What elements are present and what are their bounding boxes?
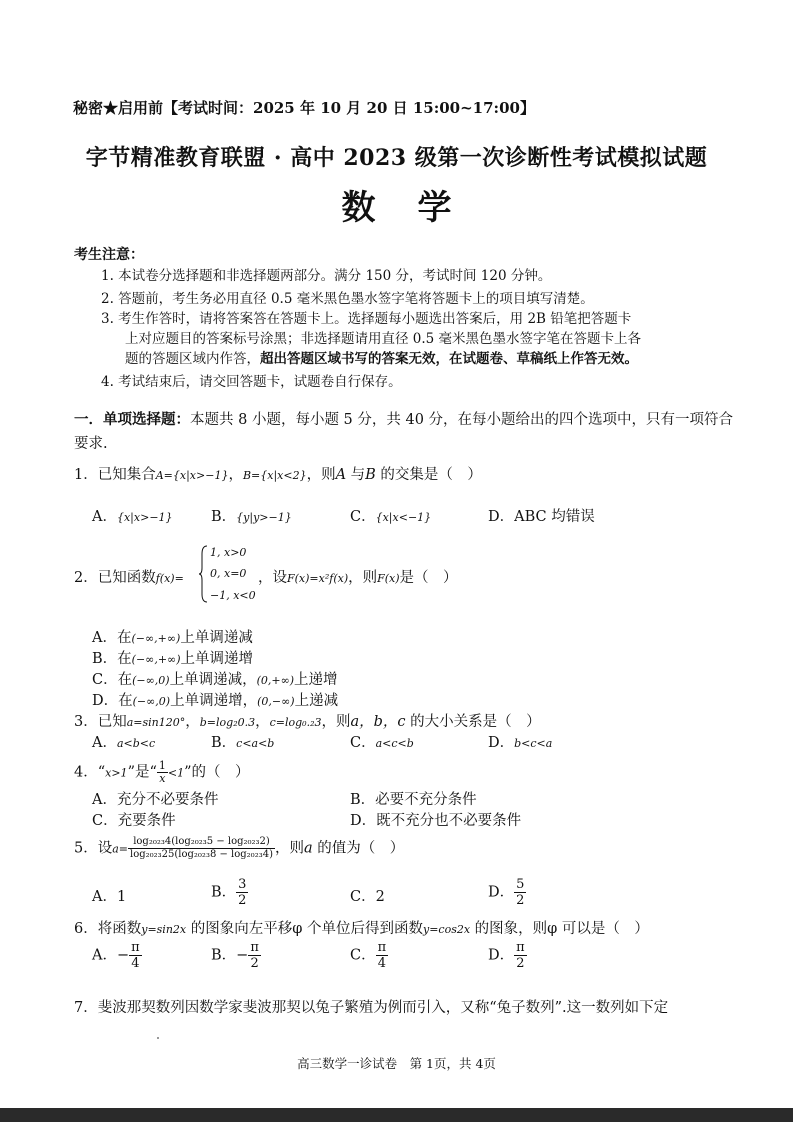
exam-title: 字节精准教育联盟 · 高中 2023 级第一次诊断性考试模拟试题 <box>85 145 708 171</box>
q3-option-b: B．c<a<b <box>211 735 275 751</box>
question-1-stem <box>74 463 482 484</box>
q2-brace <box>199 544 209 604</box>
q4-text: ”的（ ） <box>184 764 250 781</box>
q6-option-c: C． $\frac{\pi}{4}$ <box>350 940 387 971</box>
q4-option-b: B．必要不充分条件 <box>350 792 477 808</box>
q2-math: F(x) <box>377 572 400 585</box>
q3-math-a: a=sin120° <box>126 716 186 729</box>
notice-item <box>125 347 638 367</box>
q6-math-a: y=sin2x <box>141 923 187 936</box>
q2-option-a: A．在(−∞,+∞)上单调递减 <box>92 630 253 646</box>
q5-option-c: C．2 <box>350 889 385 905</box>
q1-set-b: B={x|x<2} <box>242 469 307 482</box>
q6-text: 6．将函数 <box>74 921 142 937</box>
q2-option-b: B．在(−∞,+∞)上单调递增 <box>92 651 253 667</box>
q5-option-a: A．1 <box>92 889 127 905</box>
q6-option-a: A．− $\frac{\pi}{4}$ <box>92 940 140 971</box>
q1-text: 的交集是（ ） <box>375 467 482 483</box>
q3-text: 的大小关系是（ ） <box>405 714 541 730</box>
q1-var-a: A <box>335 467 347 483</box>
q6-option-b: B．− $\frac{\pi}{2}$ <box>211 940 259 971</box>
question-2-stem-a <box>74 566 184 587</box>
q5-math: a= <box>112 842 129 856</box>
q1-option-c: C．{x|x<−1} <box>350 509 432 525</box>
q2-case-2: 0, x=0 <box>210 567 247 580</box>
stray-dot <box>157 1037 159 1039</box>
q6-text: 的图象向左平移φ 个单位后得到函数 <box>186 921 423 937</box>
subject-title: 数学 <box>341 188 494 228</box>
q1-text: ，则 <box>306 467 336 483</box>
q3-vars: a，b，c <box>350 714 406 730</box>
q2-text: ，则 <box>348 570 378 586</box>
q4-option-c: C．充要条件 <box>92 813 176 829</box>
question-7-stem: 7．斐波那契数列因数学家斐波那契以兔子繁殖为例而引入，又称“兔子数列”.这一数列如下定 <box>74 1000 669 1016</box>
q5-fraction: $\frac{\text{log₂₀₂₃4(log₂₀₂₃5 − log₂₀₂₃2)}}{\text{log₂₀₂₃25(log₂₀₂₃8 − log₂₀₂₃4)}}$ <box>130 836 273 860</box>
question-6-stem <box>74 917 649 938</box>
q5-option-d: D． $\frac{5}{2}$ <box>488 877 525 908</box>
q2-case-1: 1, x>0 <box>210 546 247 559</box>
notice-heading: 考生注意： <box>74 247 144 263</box>
q4-math-b: <1 <box>167 766 185 780</box>
q5-option-b: B． $\frac{3}{2}$ <box>211 877 247 908</box>
section-1-heading: 一．单项选择题： <box>74 411 190 428</box>
q2-text: 2．已知函数 <box>74 570 156 586</box>
q6-math-b: y=cos2x <box>423 923 471 936</box>
bottom-bar <box>0 1108 793 1122</box>
q3-math-b: b=log₂0.3 <box>199 716 256 729</box>
question-4-stem <box>74 760 250 785</box>
q1-text: 与 <box>346 467 366 483</box>
q1-option-a: A．{x|x>−1} <box>92 509 173 525</box>
q5-var: a <box>303 840 313 857</box>
q3-option-d: D．b<c<a <box>488 735 553 751</box>
page-footer: 高三数学一诊试卷 第 1页，共 4页 <box>297 1056 496 1071</box>
q1-sep: ， <box>228 467 243 483</box>
q4-option-d: D．既不充分也不必要条件 <box>350 813 522 829</box>
q3-text: 3．已知 <box>74 714 127 730</box>
q2-math: F(x)=x²f(x) <box>287 572 349 585</box>
question-3-stem: 3．已知a=sin120°，b=log₂0.3，c=log₀.₂3，则a，b，c 的大小关系是（ ） <box>74 714 541 730</box>
q2-option-d: D．在(−∞,0)上单调递增，(0,−∞)上递减 <box>92 693 339 709</box>
q2-func: f(x)= <box>155 572 184 585</box>
q6-text: 的图象，则φ 可以是（ ） <box>470 921 649 937</box>
q2-option-c: C．在(−∞,0)上单调递减，(0,+∞)上递增 <box>92 672 338 688</box>
q1-var-b: B <box>365 467 376 483</box>
q1-option-d: D．ABC 均错误 <box>488 509 595 525</box>
question-5-stem <box>74 836 404 861</box>
exam-secret-line: 秘密★启用前【考试时间：2025 年 10 月 20 日 15:00~17:00】 <box>73 99 535 117</box>
notice-item-text: 题的答题区域内作答， <box>125 351 260 367</box>
q5-text: 的值为（ ） <box>312 840 405 857</box>
q4-text: ”是“ <box>127 764 157 781</box>
q3-text: ，则 <box>321 714 351 730</box>
question-2-stem-b <box>258 566 458 587</box>
q4-option-a: A．充分不必要条件 <box>92 792 219 808</box>
notice-item: 1. 本试卷分选择题和非选择题两部分。满分 150 分，考试时间 120 分钟。 <box>101 268 552 284</box>
q5-text: 5．设 <box>74 840 113 857</box>
q3-option-a: A．a<b<c <box>92 735 156 751</box>
q2-case-3: −1, x<0 <box>210 589 256 602</box>
q3-option-c: C．a<c<b <box>350 735 414 751</box>
q4-fraction: $\frac{1}{x}$ <box>158 759 166 785</box>
q1-option-b: B．{y|y>−1} <box>211 509 292 525</box>
notice-item: 4. 考试结束后，请交回答题卡，试题卷自行保存。 <box>101 374 402 390</box>
notice-item: 上对应题目的答案标号涂黑；非选择题请用直径 0.5 毫米黑色墨水签字笔在答题卡上各 <box>125 331 642 347</box>
q5-text: ，则 <box>274 840 304 857</box>
q4-math-a: x>1 <box>105 766 128 780</box>
q3-math-c: c=log₀.₂3 <box>269 716 322 729</box>
notice-item-bold: 超出答题区域书写的答案无效，在试题卷、草稿纸上作答无效。 <box>260 351 638 367</box>
q6-option-d: D． $\frac{\pi}{2}$ <box>488 940 525 971</box>
q1-text: 1．已知集合 <box>74 467 156 483</box>
notice-item: 2. 答题前，考生务必用直径 0.5 毫米黑色墨水签字笔将答题卡上的项目填写清楚。 <box>101 291 594 307</box>
q2-text: ，设 <box>258 570 287 586</box>
section-1-desc: 本题共 8 小题，每小题 5 分，共 40 分，在每小题给出的四个选项中，只有一项符合要求. <box>74 412 734 452</box>
q1-set-a: A={x|x>−1} <box>155 469 229 482</box>
section-1-intro <box>74 408 734 456</box>
q2-text: 是（ ） <box>399 570 458 586</box>
notice-item: 3. 考生作答时，请将答案答在答题卡上。选择题每小题选出答案后，用 2B 铅笔把答题卡 <box>101 311 632 327</box>
q4-text: 4．“ <box>74 764 106 781</box>
